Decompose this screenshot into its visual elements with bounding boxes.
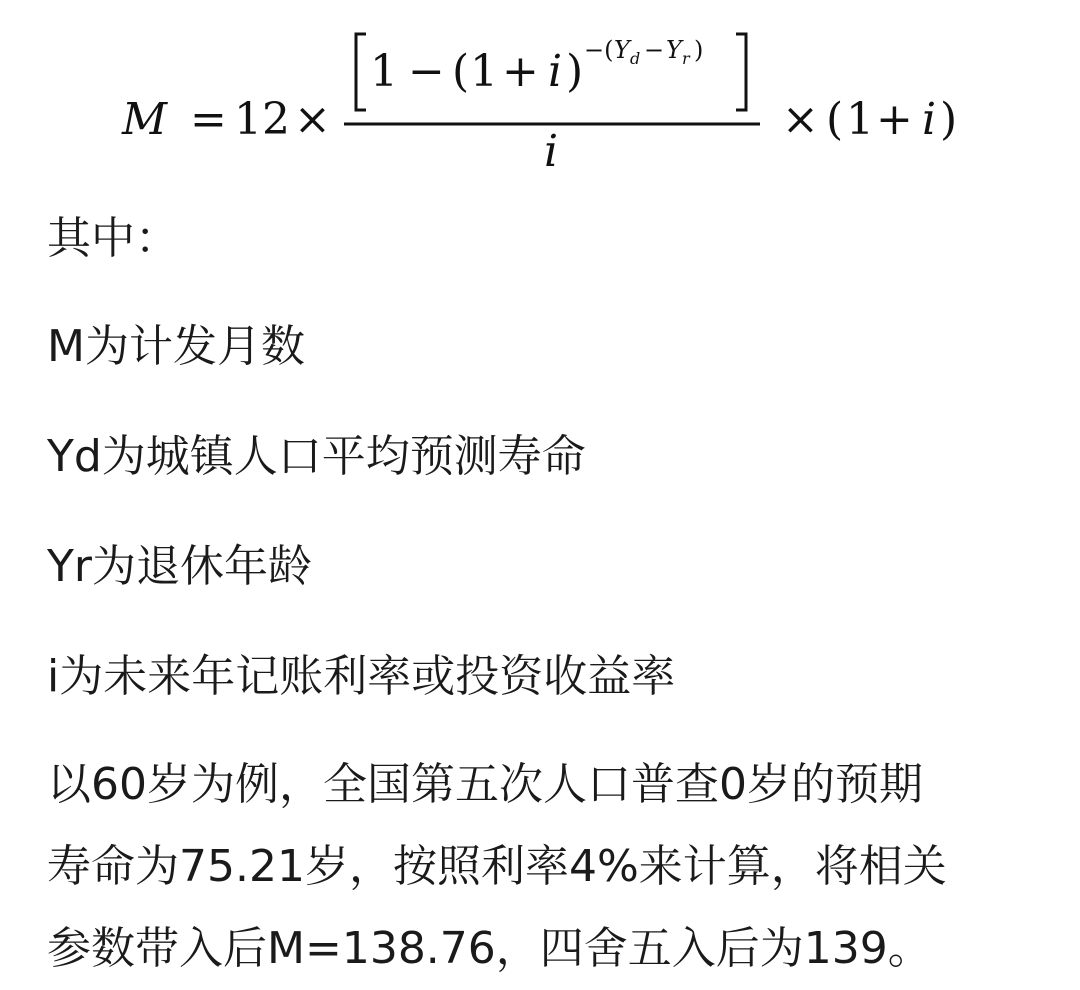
where-heading: 其中： xyxy=(47,213,179,264)
numerator-one: 1 xyxy=(370,46,398,97)
exponent-prefix: −( xyxy=(584,36,614,64)
exponent-subscript-d: d xyxy=(630,49,641,68)
exponent-Y-d: Y xyxy=(614,36,630,64)
exponent-minus: − xyxy=(644,36,665,64)
exponent-Y-r: Y xyxy=(666,36,682,64)
definition-m: M为计发月数 xyxy=(47,321,305,372)
formula-times-sign: × xyxy=(294,94,331,145)
exponent-suffix: ) xyxy=(694,36,704,64)
tail-i: i xyxy=(922,94,937,145)
example-paragraph xyxy=(47,744,1037,990)
example-line-1: 以60岁为例，全国第五次人口普查0岁的预期 xyxy=(47,759,923,810)
formula-lhs-M: M xyxy=(122,94,168,145)
definition-yd: Yd为城镇人口平均预测寿命 xyxy=(47,431,586,482)
numerator-paren-right: ) xyxy=(566,46,584,97)
numerator-minus: − xyxy=(408,46,445,97)
numerator-i: i xyxy=(548,46,563,97)
definition-i: i为未来年记账利率或投资收益率 xyxy=(47,651,676,702)
example-line-2: 寿命为75.21岁，按照利率4%来计算，将相关 xyxy=(47,841,947,892)
numerator-paren-left: ( xyxy=(452,46,470,97)
exponent-subscript-r: r xyxy=(682,49,690,68)
tail-paren-right: ) xyxy=(940,94,958,145)
formula-equals: = xyxy=(190,94,227,145)
formula-twelve: 12 xyxy=(234,94,290,145)
right-bracket xyxy=(736,34,746,110)
numerator-one-inner: 1 xyxy=(470,46,498,97)
tail-paren-left: ( xyxy=(826,94,844,145)
formula-block xyxy=(0,0,1080,200)
tail-one: 1 xyxy=(846,94,874,145)
tail-plus: + xyxy=(876,94,913,145)
formula-svg xyxy=(0,0,1080,200)
denominator-i: i xyxy=(544,126,559,177)
numerator-plus: + xyxy=(502,46,539,97)
left-bracket xyxy=(356,34,366,110)
definition-yr: Yr为退休年龄 xyxy=(47,541,312,592)
example-line-3: 参数带入后M=138.76，四舍五入后为139。 xyxy=(47,923,932,974)
formula-times-sign-2: × xyxy=(782,94,819,145)
